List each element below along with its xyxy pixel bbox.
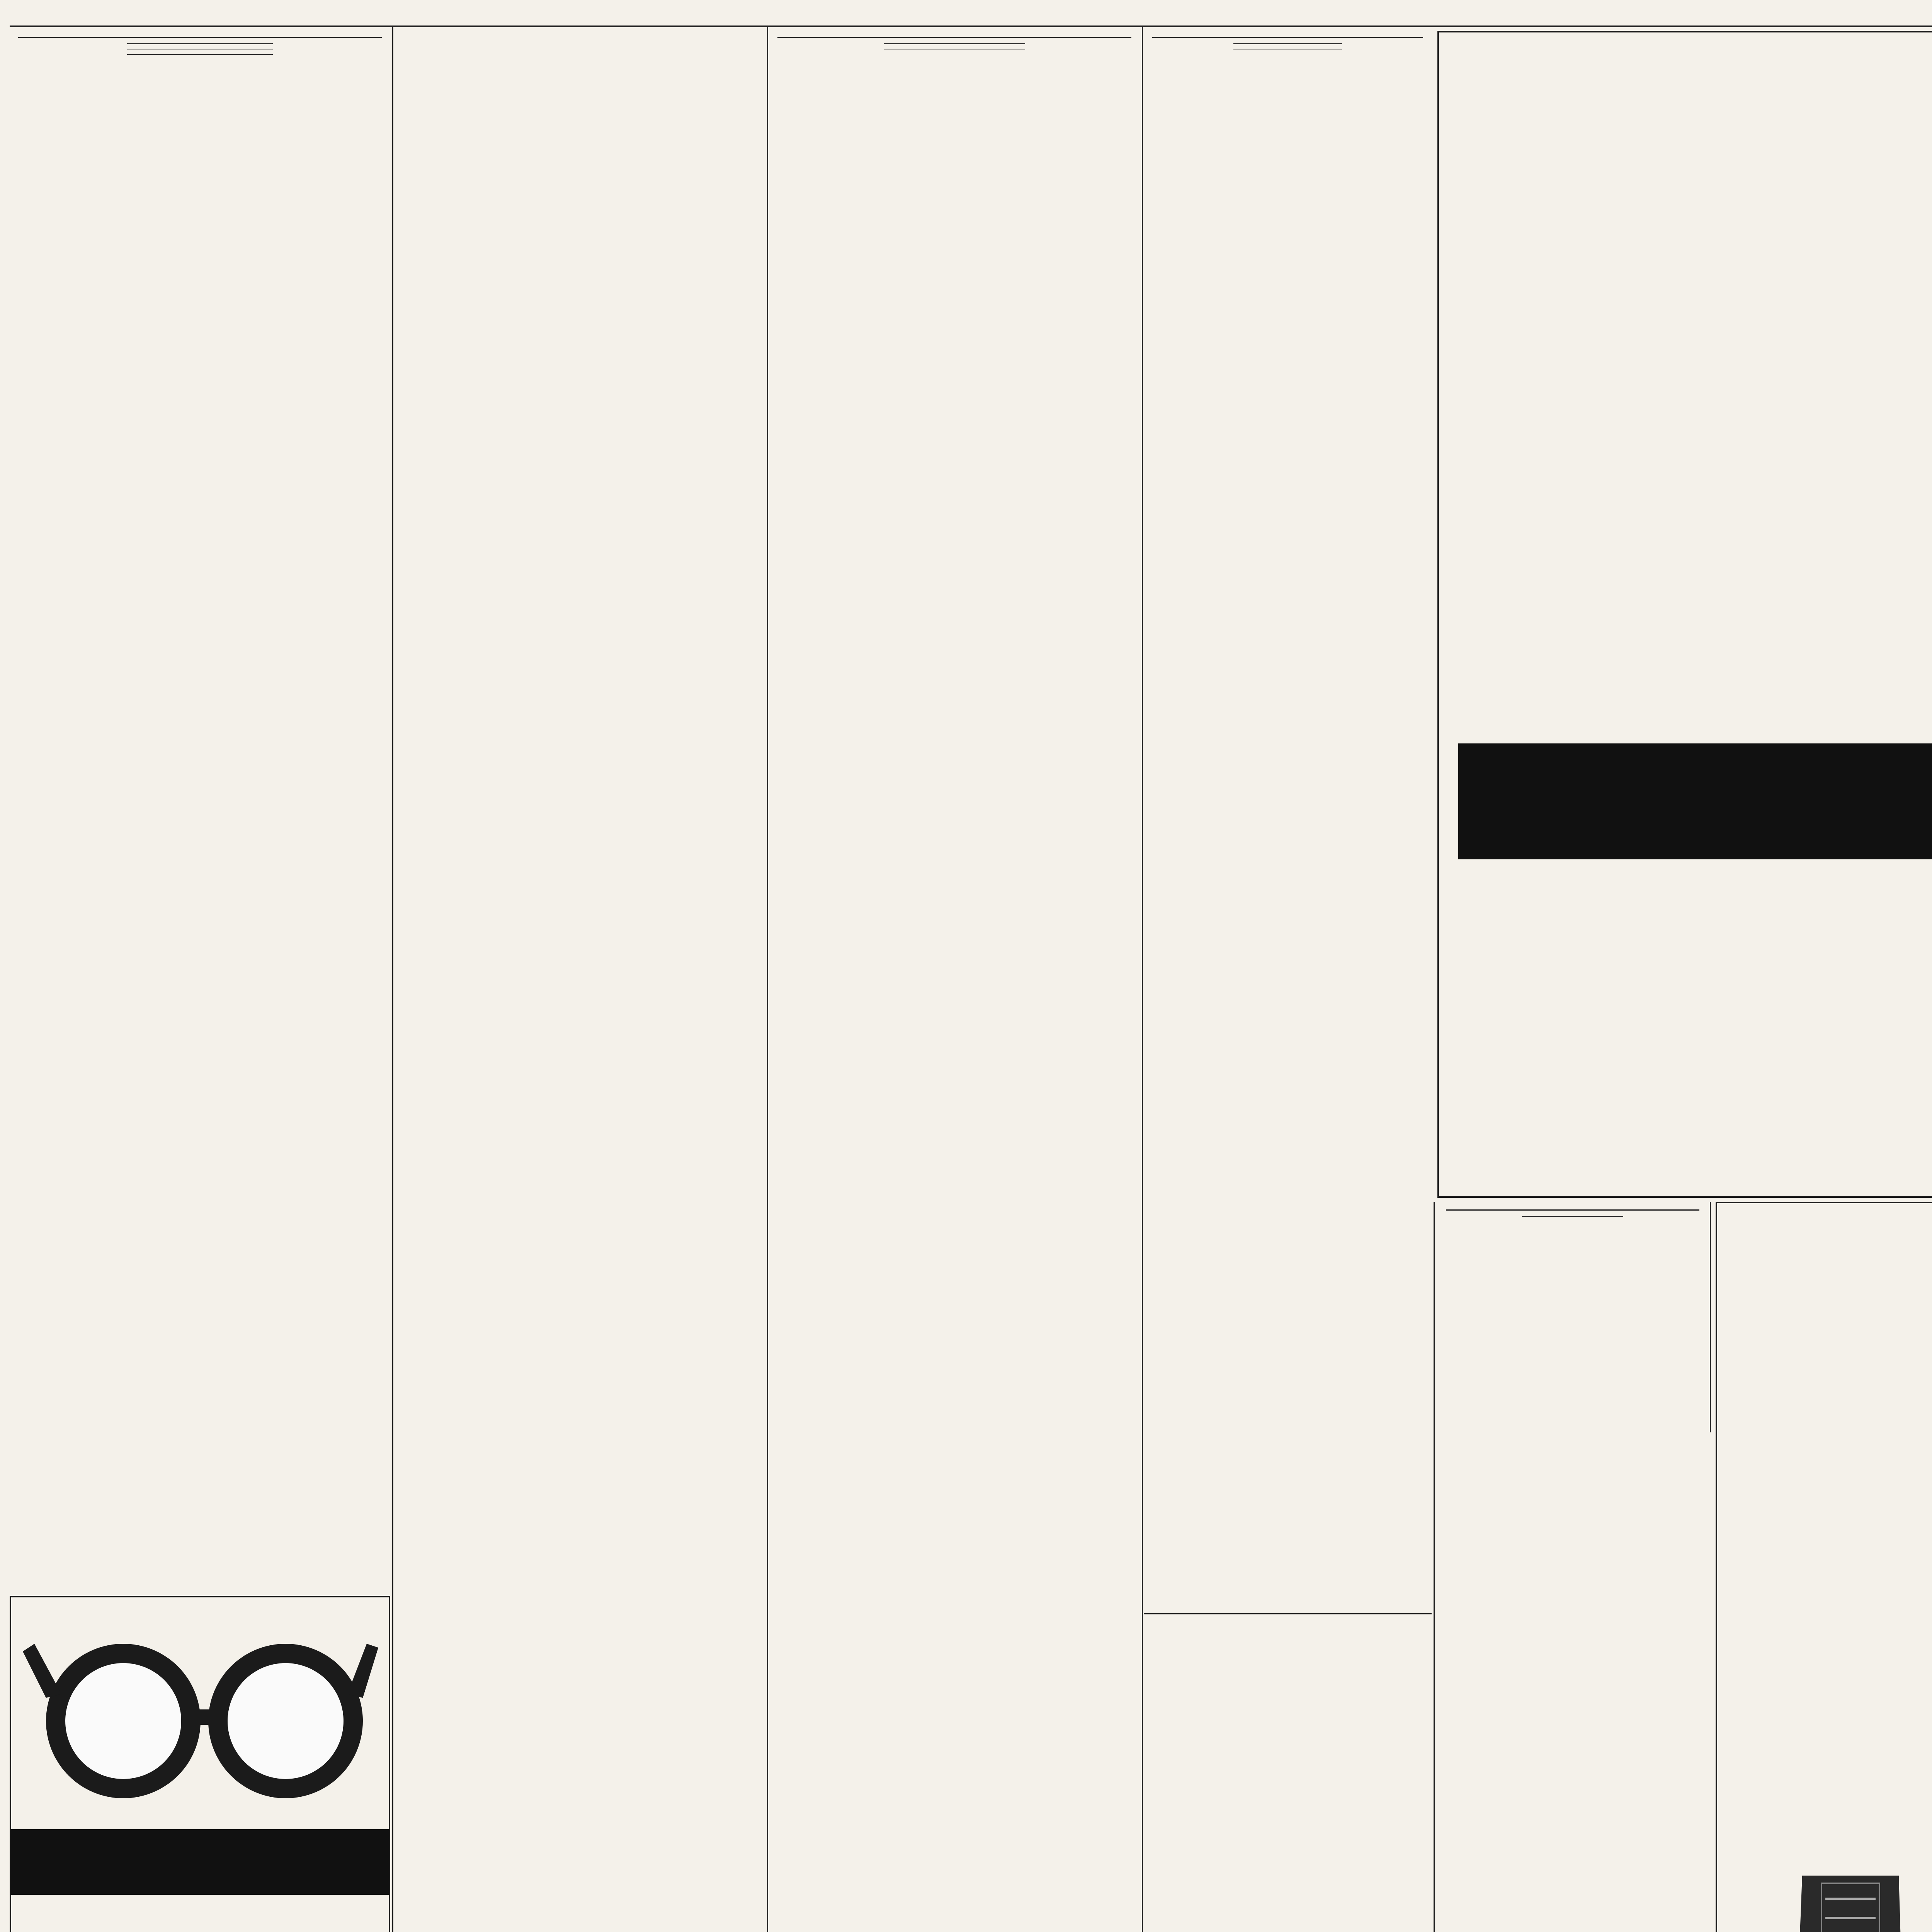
ad-calder-mackay bbox=[1437, 31, 1932, 1198]
ad-w-harris-boots bbox=[1716, 1202, 1932, 1932]
column-rule bbox=[1434, 1202, 1435, 1932]
article-undemocratic-constitution bbox=[10, 29, 390, 1590]
headline bbox=[18, 34, 382, 38]
article-horticultural-society bbox=[769, 29, 1140, 1932]
boots-left-list bbox=[1733, 1462, 1932, 1468]
article-undemocratic-constitution-cont bbox=[394, 29, 765, 1932]
article-horticultural-society-cont bbox=[1144, 1617, 1432, 1932]
headline bbox=[1446, 1207, 1699, 1211]
spacer bbox=[1435, 29, 1452, 40]
masthead bbox=[10, 0, 1932, 27]
spacer bbox=[1437, 1202, 1454, 1213]
article-native-affairs bbox=[1144, 29, 1432, 1609]
headline bbox=[777, 34, 1131, 38]
protect-title bbox=[11, 1829, 389, 1895]
headline bbox=[1152, 34, 1423, 38]
calder-mackay-brand bbox=[1458, 743, 1932, 859]
spacer bbox=[1144, 29, 1161, 40]
section-rule bbox=[1144, 1613, 1432, 1614]
column-rule bbox=[1142, 27, 1143, 1932]
ad-protect-eyes bbox=[10, 1596, 390, 1932]
spectacles-icon bbox=[19, 1605, 382, 1821]
article-otago-harbour bbox=[1437, 1202, 1708, 1932]
column-rule bbox=[392, 27, 393, 1932]
mishko-boot-icon bbox=[1733, 1860, 1932, 1932]
column-rule bbox=[767, 27, 768, 1932]
column-rule bbox=[1710, 1202, 1711, 1432]
